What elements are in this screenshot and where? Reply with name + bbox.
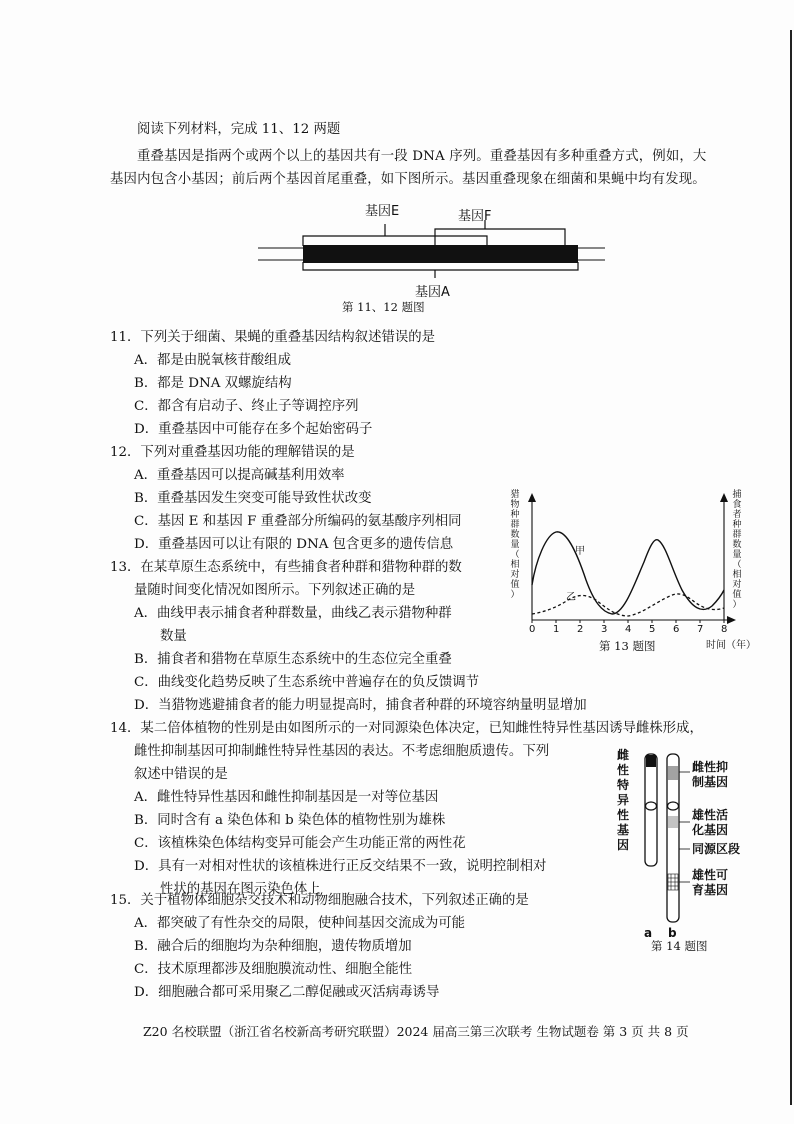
gene-a-label: 基因A [415, 285, 450, 300]
question-11-option-a: A．都是由脱氧核苷酸组成 [134, 353, 291, 368]
figure-14-caption: 第 14 题图 [651, 939, 708, 953]
x-tick-3: 3 [601, 624, 608, 635]
gene-a-region [303, 245, 578, 263]
question-14-stem-line2: 雌性抑制基因可抑制雌性特异性基因的表达。不考虑细胞质遗传。下列 [134, 744, 550, 759]
gene-a-bracket [303, 262, 578, 270]
question-14-option-c: C．该植株染色体结构变异可能会产生功能正常的两性花 [134, 836, 466, 851]
question-12-option-d: D．重叠基因可以让有限的 DNA 包含更多的遗传信息 [134, 537, 454, 552]
x-tick-2: 2 [577, 624, 584, 635]
page-edge-line [790, 30, 792, 1105]
question-14-option-d: D．具有一对相对性状的该植株进行正反交结果不一致，说明控制相对 [134, 859, 547, 874]
x-tick-7: 7 [697, 624, 704, 635]
female-suppressor-gene-label: 雌性抑 制基因 [692, 760, 729, 789]
chromosome-b-label: b [668, 926, 677, 940]
x-tick-8: 8 [721, 624, 728, 635]
question-11-stem: 11．下列关于细菌、果蝇的重叠基因结构叙述错误的是 [110, 330, 436, 345]
question-15-stem: 15．关于植物体细胞杂交技术和动物细胞融合技术，下列叙述正确的是 [110, 893, 529, 908]
question-14-option-b: B．同时含有 a 染色体和 b 染色体的植物性别为雄株 [134, 813, 446, 828]
page-footer: Z20 名校联盟（浙江省名校新高考研究联盟）2024 届高三第三次联考 生物试题卷 第 3 页 共 8 页 [143, 1024, 689, 1039]
question-13-option-b: B．捕食者和猎物在草原生态系统中的生态位完全重叠 [134, 652, 452, 667]
question-13-option-a: A．曲线甲表示捕食者种群数量，曲线乙表示猎物种群 [134, 606, 452, 621]
question-15-option-d: D．细胞融合都可采用聚乙二醇促融或灭活病毒诱导 [134, 985, 440, 1000]
male-activation-gene-label: 雄性活 化基因 [692, 808, 729, 837]
question-14-stem-line1: 14．某二倍体植物的性别是由如图所示的一对同源染色体决定，已知雌性特异性基因诱导雌株形成， [110, 721, 703, 736]
curve-jia-label: 甲 [575, 546, 585, 557]
x-axis-label: 时间（年） [706, 640, 756, 651]
reading-lead: 阅读下列材料，完成 11、12 两题 [137, 122, 341, 137]
intro-paragraph-line1: 重叠基因是指两个或两个以上的基因共有一段 DNA 序列。重叠基因有多种重叠方式，例如，大 [137, 149, 707, 164]
x-tick-0: 0 [529, 624, 536, 635]
figure-overlapping-genes [255, 198, 610, 298]
question-13-option-a-cont: 数量 [160, 629, 187, 644]
intro-paragraph-line2: 基因内包含小基因；前后两个基因首尾重叠，如下图所示。基因重叠现象在细菌和果蝇中均有发现。 [110, 172, 706, 187]
curve-jia [532, 532, 724, 614]
x-tick-5: 5 [649, 624, 656, 635]
gene-e-bracket [303, 236, 487, 246]
question-14-stem-line3: 叙述中错误的是 [134, 767, 228, 782]
x-tick-1: 1 [553, 624, 560, 635]
gene-f-bracket [435, 229, 565, 246]
male-fertility-gene-label: 雄性可 育基因 [692, 868, 729, 897]
question-12-option-a: A．重叠基因可以提高碱基利用效率 [134, 468, 345, 483]
question-13-stem-line1: 13．在某草原生态系统中，有些捕食者种群和猎物种群的数 [110, 560, 462, 575]
curve-yi-label: 乙 [566, 592, 576, 603]
question-12-option-c: C．基因 E 和基因 F 重叠部分所编码的氨基酸序列相同 [134, 514, 462, 529]
homologous-region-label: 同源区段 [692, 842, 741, 856]
question-13-stem-line2: 量随时间变化情况如图所示。下列叙述正确的是 [134, 583, 416, 598]
question-15-option-b: B．融合后的细胞均为杂种细胞，遗传物质增加 [134, 939, 412, 954]
gene-e-label: 基因E [365, 204, 400, 219]
question-14-option-d-cont: 性状的基因在图示染色体上 [160, 882, 321, 897]
left-axis-label: 猎 物 种 群 数 量 （ 相 对 值 ） [510, 490, 520, 600]
right-axis-label: 捕 食 者 种 群 数 量 （ 相 对 值 ） [732, 490, 742, 610]
figure-13-caption: 第 13 题图 [599, 639, 656, 653]
x-tick-4: 4 [625, 624, 632, 635]
chromosome-a-label: a [644, 926, 653, 940]
female-specific-gene-label: 雌 性 特 异 性 基 因 [616, 748, 629, 852]
question-12-stem: 12．下列对重叠基因功能的理解错误的是 [110, 445, 355, 460]
question-12-option-b: B．重叠基因发生突变可能导致性状改变 [134, 491, 372, 506]
figure-11-12-caption: 第 11、12 题图 [342, 300, 425, 314]
question-15-option-a: A．都突破了有性杂交的局限，使种间基因交流成为可能 [134, 916, 466, 931]
question-11-option-b: B．都是 DNA 双螺旋结构 [134, 376, 292, 391]
question-13-option-c: C．曲线变化趋势反映了生态系统中普遍存在的负反馈调节 [134, 675, 480, 690]
question-11-option-c: C．都含有启动子、终止子等调控序列 [134, 399, 359, 414]
question-11-option-d: D．重叠基因中可能存在多个起始密码子 [134, 422, 373, 437]
figure-14-chromosomes [610, 748, 780, 943]
question-15-option-c: C．技术原理都涉及细胞膜流动性、细胞全能性 [134, 962, 413, 977]
gene-f-label: 基因F [458, 209, 492, 224]
question-13-option-d: D．当猎物逃避捕食者的能力明显提高时，捕食者种群的环境容纳量明显增加 [134, 698, 587, 713]
x-tick-6: 6 [673, 624, 680, 635]
question-14-option-a: A．雌性特异性基因和雌性抑制基因是一对等位基因 [134, 790, 439, 805]
